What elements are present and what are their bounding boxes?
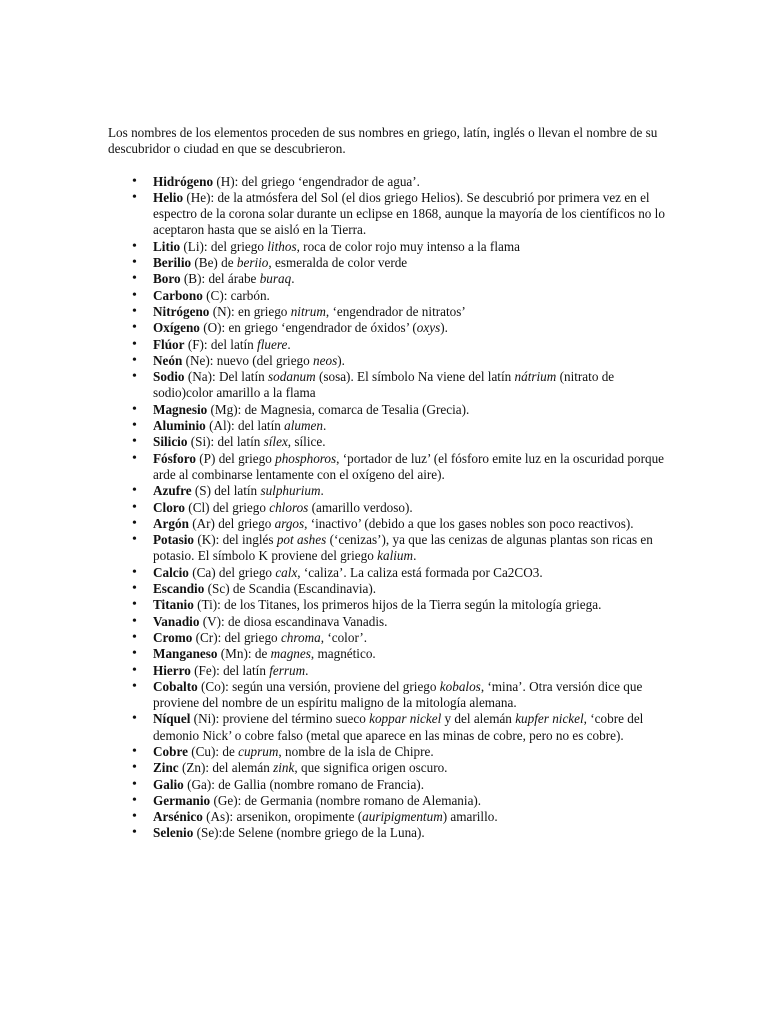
- italic-term: fluere: [257, 336, 288, 352]
- description-text: , ‘cobre del demonio Nick’ o cobre falso (metal que aparece en las minas de cobre, pero no es cobre).: [153, 711, 644, 743]
- description-text: (Se):de Selene (nombre griego de la Luna).: [193, 825, 425, 841]
- description-text: .: [305, 662, 309, 678]
- description-text: (Ti): de los Titanes, los primeros hijos de la Tierra según la mitología griega.: [193, 597, 602, 613]
- element-name: Vanadio: [153, 613, 200, 629]
- description-text: (Sc) de Scandia (Escandinavia).: [204, 581, 377, 597]
- italic-term: phosphoros: [275, 450, 337, 466]
- list-item: [153, 500, 668, 516]
- italic-term: buraq: [259, 271, 292, 287]
- description-text: (F): del latín: [184, 336, 258, 352]
- italic-term: oxys: [416, 320, 441, 336]
- description-text: (Ne): nuevo (del griego: [182, 352, 314, 368]
- list-item: [153, 663, 668, 679]
- description-text: y del alemán: [441, 711, 516, 727]
- italic-term: sodanum: [268, 369, 316, 385]
- list-item: [153, 402, 668, 418]
- description-text: .: [287, 336, 291, 352]
- italic-term: kobalos: [439, 678, 481, 694]
- description-text: , ‘color’.: [320, 629, 368, 645]
- list-item: [153, 565, 668, 581]
- list-item: [153, 630, 668, 646]
- element-name: Nitrógeno: [153, 303, 210, 319]
- element-name: Selenio: [153, 825, 194, 841]
- description-text: ).: [337, 352, 345, 368]
- description-text: (As): arsenikon, oropimente (: [202, 809, 363, 825]
- description-text: (Ga): de Gallia (nombre romano de Francia).: [183, 776, 424, 792]
- description-text: , magnético.: [310, 646, 376, 662]
- list-item: [153, 581, 668, 597]
- list-item: [153, 304, 668, 320]
- list-item: [153, 320, 668, 336]
- list-item: [153, 337, 668, 353]
- description-text: (Ni): proviene del término sueco: [190, 711, 370, 727]
- document-page: [108, 125, 668, 842]
- italic-term: ferrum: [269, 662, 306, 678]
- description-text: (nitrato de sodio)color amarillo a la flama: [153, 369, 615, 401]
- description-text: , nombre de la isla de Chipre.: [278, 743, 434, 759]
- italic-term: argos: [274, 515, 305, 531]
- description-text: (Cl) del griego: [185, 499, 270, 515]
- element-name: Calcio: [153, 564, 189, 580]
- italic-term: nitrum: [290, 303, 326, 319]
- list-item: [153, 190, 668, 239]
- element-name: Fósforo: [153, 450, 196, 466]
- description-text: (B): del árabe: [180, 271, 260, 287]
- description-text: (C): carbón.: [202, 287, 270, 303]
- element-name: Zinc: [153, 760, 179, 776]
- list-item: [153, 777, 668, 793]
- description-text: (P) del griego: [195, 450, 276, 466]
- element-name: Galio: [153, 776, 184, 792]
- italic-term: chloros: [269, 499, 309, 515]
- element-name: Hidrógeno: [153, 173, 214, 189]
- list-item: [153, 369, 668, 402]
- element-list: [108, 174, 668, 842]
- italic-term: calx: [275, 564, 298, 580]
- description-text: .: [322, 418, 327, 434]
- description-text: (Na): Del latín: [184, 369, 269, 385]
- description-text: , sílice.: [287, 434, 326, 450]
- element-name: Argón: [153, 515, 189, 531]
- description-text: (Mg): de Magnesia, comarca de Tesalia (Grecia).: [207, 401, 470, 417]
- italic-term: pot ashes: [276, 532, 327, 548]
- description-text: (Li): del griego: [180, 238, 268, 254]
- italic-term: zink: [273, 760, 295, 776]
- list-item: [153, 597, 668, 613]
- element-name: Manganeso: [153, 646, 218, 662]
- description-text: (amarillo verdoso).: [308, 499, 413, 515]
- list-item: [153, 353, 668, 369]
- description-text: .: [291, 271, 295, 287]
- description-text: (sosa). El símbolo Na viene del latín: [315, 369, 515, 385]
- description-text: (Cu): de: [187, 743, 239, 759]
- element-name: Hierro: [153, 662, 191, 678]
- italic-term: kalium: [377, 548, 414, 564]
- description-text: (Be) de: [191, 255, 237, 271]
- element-name: Magnesio: [153, 401, 208, 417]
- list-item: [153, 760, 668, 776]
- element-name: Flúor: [153, 336, 185, 352]
- italic-term: lithos: [267, 238, 297, 254]
- description-text: , que significa origen oscuro.: [294, 760, 448, 776]
- element-name: Azufre: [153, 483, 192, 499]
- element-name: Neón: [153, 352, 183, 368]
- description-text: , ‘engendrador de nitratos’: [325, 303, 466, 319]
- list-item: [153, 255, 668, 271]
- description-text: ).: [440, 320, 448, 336]
- italic-term: sulphurium: [260, 483, 321, 499]
- description-text: (H): del griego ‘engendrador de agua’.: [213, 173, 420, 189]
- description-text: , ‘inactivo’ (debido a que los gases nobles son poco reactivos).: [304, 515, 634, 531]
- italic-term: beriio: [236, 255, 269, 271]
- element-name: Litio: [153, 238, 181, 254]
- list-item: [153, 434, 668, 450]
- italic-term: cuprum: [238, 743, 279, 759]
- description-text: .: [320, 483, 324, 499]
- list-item: [153, 744, 668, 760]
- italic-term: kupfer nickel: [515, 711, 584, 727]
- list-item: [153, 679, 668, 712]
- description-text: , ‘portador de luz’ (el fósforo emite luz en la oscuridad porque arde al combinarse lentamente con el oxígeno del aire).: [153, 450, 665, 482]
- description-text: (Ca) del griego: [188, 564, 276, 580]
- list-item: [153, 451, 668, 484]
- list-item: [153, 483, 668, 499]
- element-name: Berilio: [153, 255, 192, 271]
- element-name: Aluminio: [153, 418, 206, 434]
- element-name: Boro: [153, 271, 181, 287]
- element-name: Cobre: [153, 743, 188, 759]
- element-name: Escandio: [153, 581, 205, 597]
- description-text: (‘cenizas’), ya que las cenizas de algunas plantas son ricas en potasio. El símbolo K proviene del griego: [153, 532, 653, 564]
- list-item: [153, 809, 668, 825]
- italic-term: alumen: [284, 418, 323, 434]
- list-item: [153, 825, 668, 841]
- list-item: [153, 174, 668, 190]
- description-text: (Cr): del griego: [192, 629, 281, 645]
- description-text: (V): de diosa escandinava Vanadis.: [199, 613, 388, 629]
- element-name: Cloro: [153, 499, 185, 515]
- italic-term: chroma: [280, 629, 321, 645]
- element-name: Cobalto: [153, 678, 198, 694]
- description-text: (K): del inglés: [194, 532, 277, 548]
- list-item: [153, 516, 668, 532]
- description-text: , ‘mina’. Otra versión dice que proviene del nombre de un espíritu maligno de la mitología alemana.: [153, 678, 643, 711]
- description-text: (Mn): de: [217, 646, 271, 662]
- description-text: (Si): del latín: [187, 434, 264, 450]
- element-name: Níquel: [153, 711, 191, 727]
- list-item: [153, 532, 668, 565]
- element-name: Germanio: [153, 792, 211, 808]
- element-name: Oxígeno: [153, 320, 200, 336]
- italic-term: nátrium: [514, 369, 557, 385]
- italic-term: koppar nickel: [369, 711, 442, 727]
- list-item: [153, 271, 668, 287]
- description-text: ) amarillo.: [442, 809, 498, 825]
- description-text: (Ge): de Germania (nombre romano de Alemania).: [210, 792, 482, 808]
- element-name: Titanio: [153, 597, 194, 613]
- description-text: , ‘caliza’. La caliza está formada por Ca2CO3.: [297, 564, 543, 580]
- description-text: (Al): del latín: [205, 418, 285, 434]
- element-name: Cromo: [153, 629, 193, 645]
- element-name: Helio: [153, 189, 184, 205]
- description-text: , esmeralda de color verde: [268, 255, 408, 271]
- intro-paragraph: Los nombres de los elementos proceden de sus nombres en griego, latín, inglés o llevan el nombre de su descubridor o ciudad en que se descubrieron.: [108, 125, 658, 157]
- description-text: (O): en griego ‘engendrador de óxidos’ (: [199, 320, 417, 336]
- description-text: (Ar) del griego: [188, 515, 275, 531]
- list-item: [153, 646, 668, 662]
- description-text: .: [413, 548, 417, 564]
- list-item: [153, 239, 668, 255]
- list-item: [153, 418, 668, 434]
- list-item: [153, 614, 668, 630]
- list-item: [153, 793, 668, 809]
- italic-term: magnes: [270, 646, 311, 662]
- description-text: (N): en griego: [209, 303, 291, 319]
- italic-term: sílex: [263, 434, 288, 450]
- element-name: Silicio: [153, 434, 188, 450]
- italic-term: neos: [313, 352, 338, 368]
- description-text: (Fe): del latín: [190, 662, 270, 678]
- description-text: (Co): según una versión, proviene del griego: [197, 678, 440, 694]
- description-text: (Zn): del alemán: [178, 760, 274, 776]
- description-text: (S) del latín: [191, 483, 261, 499]
- italic-term: auripigmentum: [362, 809, 443, 825]
- element-name: Sodio: [153, 369, 185, 385]
- list-item: [153, 288, 668, 304]
- description-text: , roca de color rojo muy intenso a la flama: [296, 238, 520, 254]
- element-name: Potasio: [153, 532, 195, 548]
- element-name: Arsénico: [153, 809, 203, 825]
- list-item: [153, 711, 668, 744]
- description-text: (He): de la atmósfera del Sol (el dios griego Helios). Se descubrió por primera vez en el espectro de la corona solar durante un eclipse en 1868, aunque la mayoría de los científicos no lo aceptaron hasta que se aisló en la Tierra.: [153, 189, 665, 238]
- element-name: Carbono: [153, 287, 203, 303]
